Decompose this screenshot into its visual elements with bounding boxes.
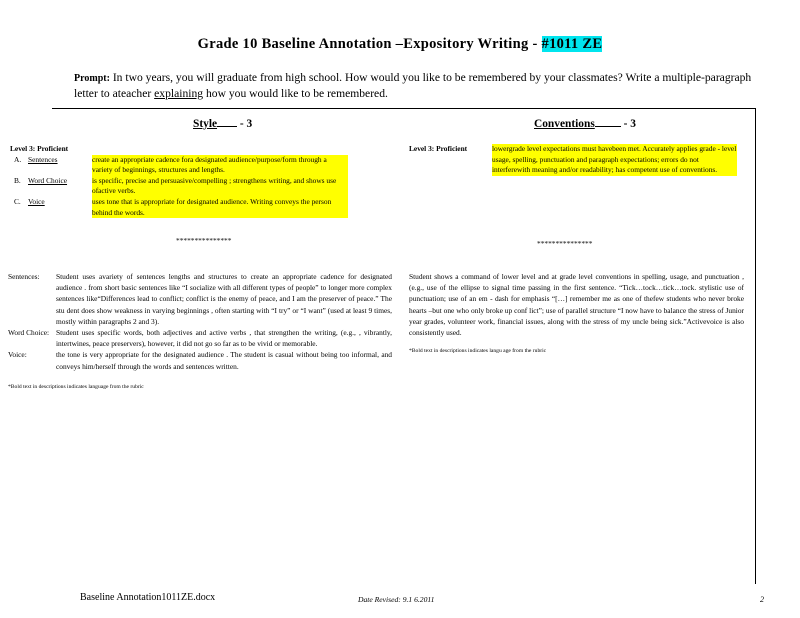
item-letter: A.	[14, 154, 22, 164]
item-label: Sentences	[28, 154, 58, 164]
item-label: Voice	[28, 196, 45, 206]
style-score: - 3	[239, 118, 253, 130]
conventions-score: - 3	[623, 118, 636, 130]
item-text: create an appropriate cadence fora designated audience/purpose/form through a variety of beginnings, structures and lengths.	[92, 155, 348, 176]
style-stars: ***************	[176, 236, 232, 246]
bold-note: *Bold text in descriptions indicates langu age from the rubric	[409, 348, 547, 355]
conventions-level: Level 3: Proficient	[409, 144, 468, 153]
item-letter: C.	[14, 196, 21, 206]
conventions-rubric	[409, 144, 749, 176]
item-text: is specific, precise and persuasive/compelling ; strengthens writing, and shows use ofactive verbs.	[92, 176, 348, 197]
annotation-box	[8, 108, 756, 584]
prompt-label: Prompt:	[74, 73, 110, 84]
rubric-item-word-choice	[10, 176, 350, 197]
prompt-underlined: explaining	[154, 87, 204, 100]
word-choice-paragraph	[8, 327, 392, 349]
title-text: Grade 10 Baseline Annotation –Expository Writing -	[197, 36, 542, 52]
para-text: Student uses avariety of sentences lengths and structures to create an appropriate cadence for designated audience . from short basic sentences like “I socialize with all different types of people” to longer more complex sentences like“Differences lead to conflict; conflict is the enemy of peace, and I am the preserver of peace.” The stu dent does show weakness in varying beginnings , often starting with “I try” or “I want” (used at least 9 times, mostly within paragraphs 2 and 3).	[56, 272, 392, 326]
document-title	[0, 36, 800, 53]
style-level: Level 3: Proficient	[10, 144, 69, 153]
style-annotation	[8, 271, 392, 393]
prompt	[74, 70, 754, 101]
style-heading	[193, 118, 252, 130]
para-label: Voice:	[8, 350, 27, 360]
style-rubric	[10, 144, 350, 247]
para-text: the tone is very appropriate for the designated audience . The student is casual without being too informal, and conveys him/herself through the words and sentences written.	[56, 350, 392, 371]
conventions-heading-text: Conventions	[534, 118, 595, 130]
conventions-annotation	[409, 271, 744, 357]
bold-note: *Bold text in descriptions indicates language from the rubric	[8, 383, 144, 390]
footer-filename: Baseline Annotation1011ZE.docx	[80, 592, 216, 603]
item-label: Word Choice	[28, 175, 68, 185]
style-heading-text: Style	[193, 118, 218, 130]
para-text: Student uses specific words, both adjectives and active verbs , that strengthen the writing, (e.g., , vibrantly, intertwines, peace preservers), however, it did not go so far as to be vivid or memorable.	[56, 328, 392, 349]
conventions-paragraph: Student shows a command of lower level and at grade level conventions in spelling, usage, and punctuation , (e.g., use of the ellipse to signal time passing in the first sentence. “Tick…tock…tick…tock. stylistic use of punctuation; use of an em - dash for emphasis “[…] remember me as one of thefew students who never broke hearts –but one who only broke up conf lict”; use of parallel structure “I now have to balance the stress of Junior year grades, volunteer work, financial issues, along with the stress of my uncle being sick.”Activevoice is also consistently used.	[409, 272, 744, 338]
para-label: Sentences:	[8, 272, 40, 281]
item-letter: B.	[14, 175, 21, 185]
page-number: 2	[760, 595, 764, 604]
item-text: uses tone that is appropriate for designated audience. Writing conveys the person behind the words.	[92, 197, 348, 218]
paper-code: #1011 ZE	[541, 36, 603, 52]
prompt-text-end: how you would like to be remembered.	[203, 87, 388, 100]
footer-revised: Date Revised: 9.1 6.2011	[358, 595, 435, 604]
rubric-item-sentences	[10, 155, 350, 176]
para-label: Word Choice:	[8, 328, 50, 338]
conventions-text: lowergrade level expectations must havebeen met. Accurately applies grade - level usage, spelling, punctuation and paragraph expectations; errors do not interferewith meaning and/or readability; has competent use of conventions.	[492, 144, 737, 175]
voice-paragraph	[8, 349, 392, 371]
conventions-heading	[534, 118, 636, 130]
rubric-item-voice	[10, 197, 350, 218]
sentences-paragraph	[8, 271, 392, 327]
prompt-text: In two years, you will graduate from high school. How would you like to be remembered by your classmates? Write a multiple-paragraph letter to ateacher	[74, 71, 752, 100]
conventions-stars: ***************	[537, 239, 593, 248]
